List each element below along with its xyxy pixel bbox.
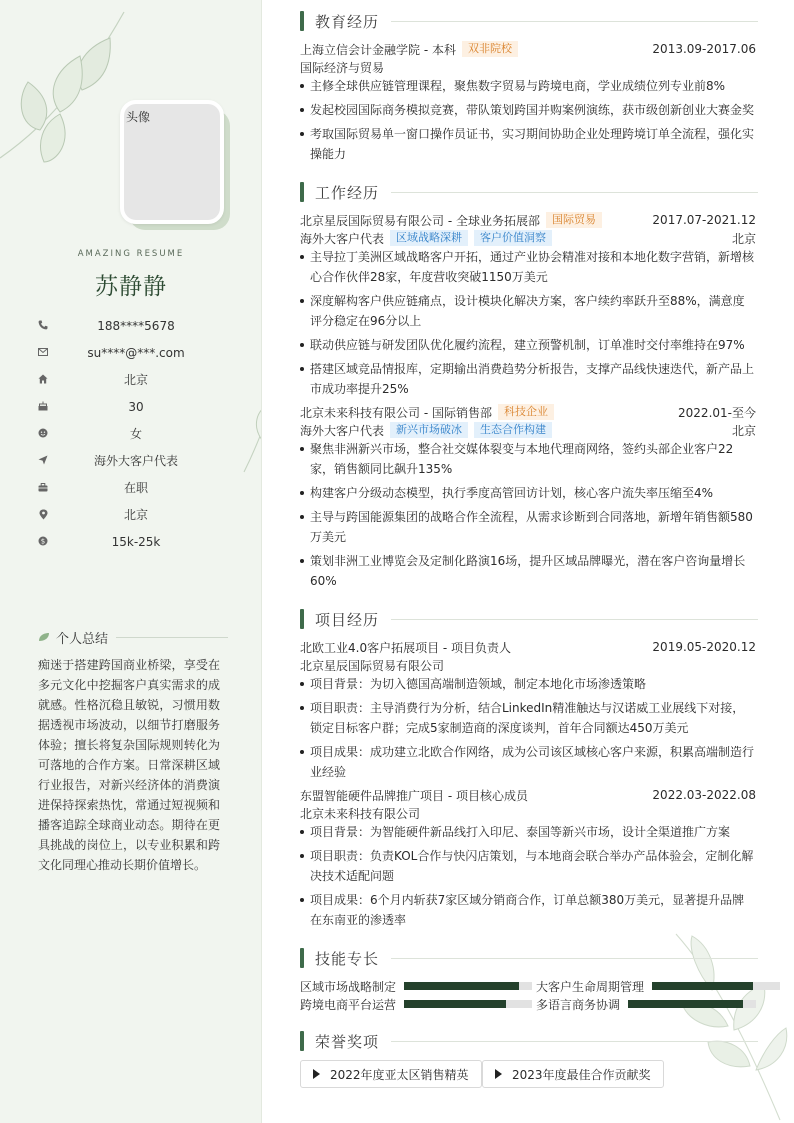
section-bar [300, 11, 304, 31]
divider [391, 619, 758, 620]
job-city: 北京 [731, 231, 756, 246]
leaf-decoration-icon [0, 10, 140, 170]
summary-text: 痴迷于搭建跨国商业桥梁，享受在多元文化中挖掘客户真实需求的成就感。性格沉稳且敏锐，习惯用数据透视市场波动，以细节打磨服务体验；擅长将复杂国际规则转化为可落地的合作方案。日常深耕区域行业报告，对新兴经济体的消费演进保持探索热忱，常通过短视频和播客追踪全球商业动态。期待在更具挑战的岗位上，以专业积累和跨文化同理心推动长期价值增长。 [38, 658, 220, 872]
info-location [36, 501, 236, 528]
info-text: su****@***.com [87, 345, 185, 360]
skill-bar [652, 982, 780, 990]
skill-item [536, 996, 756, 1012]
money-icon [36, 534, 50, 548]
info-email [36, 339, 236, 366]
section-title: 技能专长 [315, 949, 380, 968]
sidebar [0, 0, 262, 1123]
education-row [300, 40, 756, 58]
project-header-row [300, 638, 756, 656]
skill-name: 跨境电商平台运营 [300, 997, 397, 1012]
industry-tag: 国际贸易 [546, 212, 602, 228]
location-icon [36, 507, 50, 521]
list-item: 项目背景：为切入德国高端制造领域，制定本地化市场渗透策略 [300, 674, 756, 694]
section-skills-heading [300, 948, 758, 968]
skill-tag: 客户价值洞察 [474, 230, 552, 246]
gender-icon [36, 426, 50, 440]
contact-info-list [36, 312, 236, 555]
divider [116, 637, 228, 638]
job-city: 北京 [731, 423, 756, 438]
skill-tag: 新兴市场破冰 [390, 422, 468, 438]
award-badge [300, 1060, 482, 1088]
school-tag: 双非院校 [462, 41, 518, 57]
briefcase-icon [36, 480, 50, 494]
skill-item [300, 996, 532, 1012]
industry-tag: 科技企业 [498, 404, 554, 420]
list-item: 主修全球供应链管理课程，聚焦数字贸易与跨境电商，学业成绩位列专业前8% [300, 76, 756, 96]
info-position [36, 447, 236, 474]
info-text: 188****5678 [97, 318, 175, 333]
cake-icon [36, 399, 50, 413]
skill-item [536, 978, 780, 994]
section-title: 荣誉奖项 [315, 1032, 380, 1051]
skill-level-fill [652, 982, 753, 990]
project-company: 北京未来科技有限公司 [300, 806, 421, 821]
section-bar [300, 948, 304, 968]
info-text: 海外大客户代表 [93, 454, 178, 468]
skill-item [300, 978, 532, 994]
info-phone [36, 312, 236, 339]
job-role: 海外大客户代表 [300, 423, 385, 438]
info-text: 北京 [123, 508, 148, 522]
list-item: 深度解构客户供应链痛点，设计模块化解决方案，客户续约率跃升至88%，满意度评分稳定在96分以上 [300, 291, 756, 331]
project-company: 北京星辰国际贸易有限公司 [300, 658, 445, 673]
skill-tag: 区域战略深耕 [390, 230, 468, 246]
candidate-name: 苏静静 [95, 274, 167, 300]
info-text: 在职 [123, 481, 148, 495]
list-item: 搭建区域竞品情报库，定期输出消费趋势分析报告，支撑产品线快速迭代，新产品上市成功率提升25% [300, 359, 756, 399]
info-salary [36, 528, 236, 555]
skill-bar [404, 982, 532, 990]
skill-level-fill [628, 1000, 743, 1008]
mail-icon [36, 345, 50, 359]
skill-tag: 生态合作构建 [474, 422, 552, 438]
list-item: 聚焦非洲新兴市场，整合社交媒体裂变与本地代理商网络，签约头部企业客户22家，销售额同比飙升135% [300, 439, 756, 479]
leaf-icon [38, 632, 50, 642]
project-name: 北欧工业4.0客户拓展项目 - 项目负责人 [300, 640, 512, 655]
section-awards-heading [300, 1031, 758, 1051]
list-item: 发起校园国际商务模拟竞赛，带队策划跨国并购案例演练，获市级创新创业大赛金奖 [300, 100, 756, 120]
play-triangle-icon [313, 1069, 320, 1079]
info-text: 15k-25k [111, 534, 161, 549]
list-item: 考取国际贸易单一窗口操作员证书，实习期间协助企业处理跨境订单全流程，强化实操能力 [300, 124, 756, 164]
award-badge [482, 1060, 664, 1088]
project-name: 东盟智能硬件品牌推广项目 - 项目核心成员 [300, 788, 528, 803]
job-role: 海外大客户代表 [300, 231, 385, 246]
project-dates: 2022.03-2022.08 [652, 788, 756, 802]
project-header-row [300, 786, 756, 804]
award-label: 2022年度亚太区销售精英 [330, 1067, 469, 1082]
send-icon [36, 453, 50, 467]
skill-bar [404, 1000, 532, 1008]
section-title: 项目经历 [315, 610, 380, 629]
education-dates: 2013.09-2017.06 [652, 42, 756, 56]
divider [391, 1041, 758, 1042]
summary-heading [38, 627, 228, 647]
project-dates: 2019.05-2020.12 [652, 640, 756, 654]
svg-text:$: $ [40, 537, 46, 546]
skill-name: 区域市场战略制定 [300, 979, 397, 994]
section-bar [300, 182, 304, 202]
summary-title: 个人总结 [56, 631, 109, 647]
company-name: 北京未来科技有限公司 - 国际销售部 [300, 405, 492, 420]
skill-level-fill [404, 982, 519, 990]
resume-tagline: AMAZING RESUME [77, 249, 185, 259]
list-item: 项目职责：主导消费行为分析，结合LinkedIn精准触达与汉诺威工业展线下对接，锁定目标客户群；完成5家制造商的深度谈判，首年合同额达450万美元 [300, 698, 756, 738]
avatar-frame [120, 100, 232, 232]
section-bar [300, 1031, 304, 1051]
project-company-row [300, 804, 756, 822]
list-item: 策划非洲工业博览会及定制化路演16场，提升区域品牌曝光，潜在客户咨询量增长60% [300, 551, 756, 591]
info-status [36, 474, 236, 501]
play-triangle-icon [495, 1069, 502, 1079]
list-item: 构建客户分级动态模型，执行季度高管回访计划，核心客户流失率压缩至4% [300, 483, 756, 503]
skill-level-fill [404, 1000, 506, 1008]
section-work-heading [300, 182, 758, 202]
avatar [120, 100, 224, 224]
info-gender [36, 420, 236, 447]
job-role-row [300, 421, 756, 439]
school-name: 上海立信会计金融学院 - 本科 [300, 42, 456, 57]
info-text: 30 [128, 399, 144, 414]
divider [391, 21, 758, 22]
divider [391, 958, 758, 959]
list-item: 联动供应链与研发团队优化履约流程，建立预警机制，订单准时交付率维持在97% [300, 335, 756, 355]
job-dates: 2022.01-至今 [678, 405, 756, 420]
section-title: 工作经历 [315, 183, 380, 202]
skill-bar [628, 1000, 756, 1008]
list-item: 主导与跨国能源集团的战略合作全流程，从需求诊断到合同落地，新增年销售额580万美元 [300, 507, 756, 547]
avatar-broken-image-icon: 头像 [126, 110, 151, 124]
job-dates: 2017.07-2021.12 [652, 213, 756, 227]
info-age [36, 393, 236, 420]
job-header-row [300, 211, 756, 229]
info-text: 女 [129, 427, 142, 441]
skill-name: 大客户生命周期管理 [536, 979, 645, 994]
leaf-decoration-icon [240, 360, 262, 480]
section-education-heading [300, 11, 758, 31]
list-item: 项目成果：6个月内斩获7家区域分销商合作，订单总额380万美元，显著提升品牌在东南亚的渗透率 [300, 890, 756, 930]
list-item: 主导拉丁美洲区域战略客户开拓，通过产业协会精准对接和本地化数字营销，新增核心合作伙伴28家，年度营收突破1150万美元 [300, 247, 756, 287]
section-title: 教育经历 [315, 12, 380, 31]
award-label: 2023年度最佳合作贡献奖 [512, 1067, 651, 1082]
section-bar [300, 609, 304, 629]
job-header-row [300, 403, 756, 421]
job-role-row [300, 229, 756, 247]
info-text: 北京 [123, 373, 148, 387]
list-item: 项目成果：成功建立北欧合作网络，成为公司该区域核心客户来源，积累高端制造行业经验 [300, 742, 756, 782]
major: 国际经济与贸易 [300, 60, 385, 75]
divider [391, 192, 758, 193]
skill-name: 多语言商务协调 [536, 997, 621, 1012]
list-item: 项目背景：为智能硬件新品线打入印尼、泰国等新兴市场，设计全渠道推广方案 [300, 822, 756, 842]
company-name: 北京星辰国际贸易有限公司 - 全球业务拓展部 [300, 213, 540, 228]
list-item: 项目职责：负责KOL合作与快闪店策划，与本地商会联合举办产品体验会，定制化解决技术适配问题 [300, 846, 756, 886]
major-row [300, 58, 756, 76]
section-projects-heading [300, 609, 758, 629]
info-home [36, 366, 236, 393]
phone-icon [36, 318, 50, 332]
project-company-row [300, 656, 756, 674]
home-icon [36, 372, 50, 386]
